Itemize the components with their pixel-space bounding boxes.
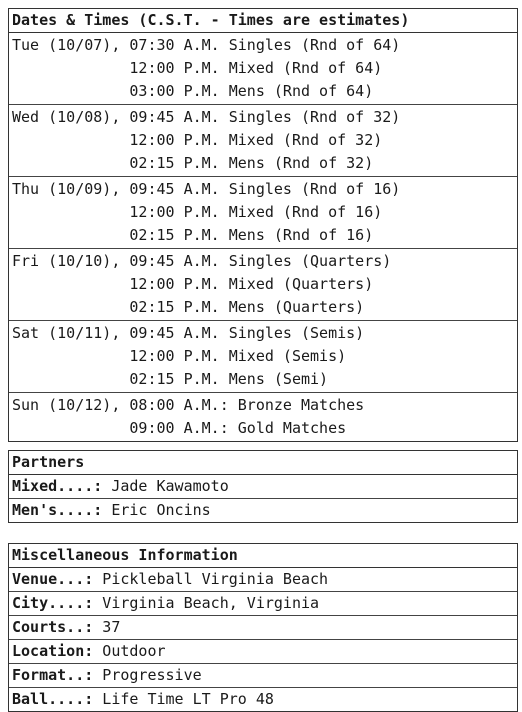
misc-key: Location: xyxy=(12,642,94,660)
schedule-table xyxy=(8,8,518,442)
misc-value: Outdoor xyxy=(93,642,166,660)
partner-value: Jade Kawamoto xyxy=(102,477,229,495)
partner-key: Mixed....: xyxy=(12,477,103,495)
schedule-day-sat xyxy=(9,321,517,393)
misc-row-city xyxy=(9,592,517,616)
partner-key: Men's....: xyxy=(12,501,103,519)
schedule-line: 09:00 A.M.: Gold Matches xyxy=(12,419,347,437)
schedule-line: 03:00 P.M. Mens (Rnd of 64) xyxy=(12,82,374,100)
misc-value: 37 xyxy=(93,618,121,636)
partner-row-mens xyxy=(9,499,517,522)
schedule-line: 12:00 P.M. Mixed (Rnd of 32) xyxy=(12,131,383,149)
misc-row-venue xyxy=(9,568,517,592)
schedule-day-tue xyxy=(9,33,517,105)
misc-value: Pickleball Virginia Beach xyxy=(93,570,329,588)
schedule-line: 12:00 P.M. Mixed (Rnd of 64) xyxy=(12,59,383,77)
misc-header: Miscellaneous Information xyxy=(9,544,517,568)
misc-row-ball xyxy=(9,688,517,711)
schedule-line: 02:15 P.M. Mens (Rnd of 32) xyxy=(12,154,374,172)
schedule-line: Thu (10/09), 09:45 A.M. Singles (Rnd of 16) xyxy=(12,180,401,198)
schedule-line: 12:00 P.M. Mixed (Quarters) xyxy=(12,275,374,293)
schedule-line: Fri (10/10), 09:45 A.M. Singles (Quarters) xyxy=(12,252,392,270)
schedule-line: 02:15 P.M. Mens (Semi) xyxy=(12,370,329,388)
misc-row-courts xyxy=(9,616,517,640)
misc-value: Progressive xyxy=(93,666,202,684)
schedule-day-thu xyxy=(9,177,517,249)
schedule-day-wed xyxy=(9,105,517,177)
misc-key: Ball....: xyxy=(12,690,94,708)
schedule-day-sun xyxy=(9,393,517,441)
schedule-line: 02:15 P.M. Mens (Rnd of 16) xyxy=(12,226,374,244)
partners-table xyxy=(8,450,518,523)
partner-value: Eric Oncins xyxy=(102,501,211,519)
schedule-line: Sun (10/12), 08:00 A.M.: Bronze Matches xyxy=(12,396,365,414)
partner-row-mixed xyxy=(9,475,517,499)
schedule-line: Sat (10/11), 09:45 A.M. Singles (Semis) xyxy=(12,324,365,342)
misc-key: Format..: xyxy=(12,666,94,684)
misc-info-table xyxy=(8,543,518,712)
partners-header: Partners xyxy=(9,451,517,475)
misc-row-location xyxy=(9,640,517,664)
schedule-line: 12:00 P.M. Mixed (Rnd of 16) xyxy=(12,203,383,221)
schedule-line: Wed (10/08), 09:45 A.M. Singles (Rnd of 32) xyxy=(12,108,401,126)
schedule-line: Tue (10/07), 07:30 A.M. Singles (Rnd of 64) xyxy=(12,36,401,54)
schedule-line: 12:00 P.M. Mixed (Semis) xyxy=(12,347,347,365)
schedule-header: Dates & Times (C.S.T. - Times are estimates) xyxy=(9,9,517,33)
schedule-day-fri xyxy=(9,249,517,321)
misc-key: Venue...: xyxy=(12,570,94,588)
misc-key: Courts..: xyxy=(12,618,94,636)
schedule-line: 02:15 P.M. Mens (Quarters) xyxy=(12,298,365,316)
misc-row-format xyxy=(9,664,517,688)
misc-value: Life Time LT Pro 48 xyxy=(93,690,274,708)
misc-value: Virginia Beach, Virginia xyxy=(93,594,320,612)
misc-key: City....: xyxy=(12,594,94,612)
